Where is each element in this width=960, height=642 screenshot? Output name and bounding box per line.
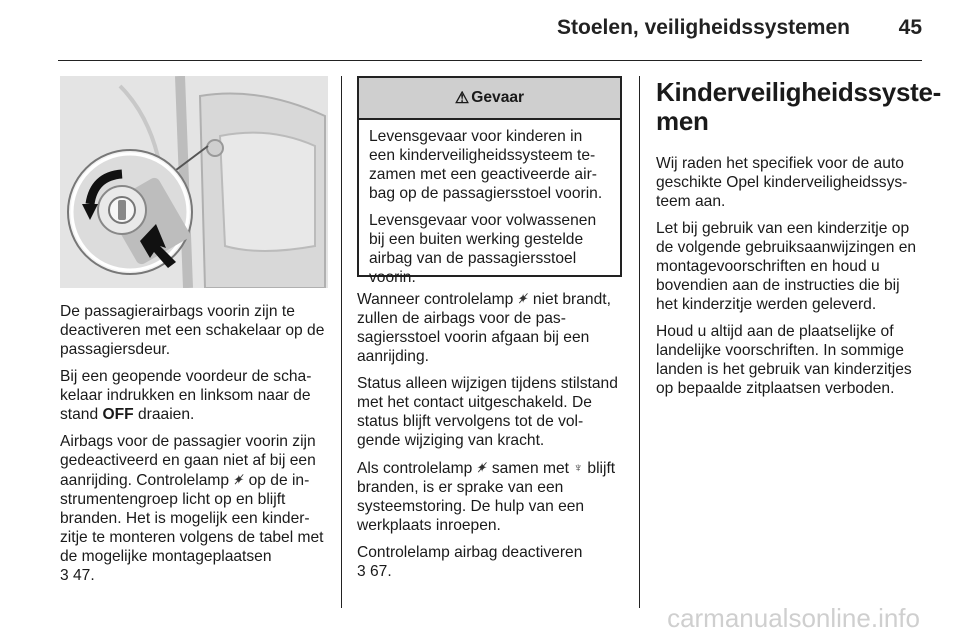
paragraph-deactivated-status: Airbags voor de passagier voorin zijn gedeactiveerd en gaan niet af bij een aanrijding. Controlelamp ✦̸ op de in-strumentengroep licht op en blijft branden. Het is mogelijk een kinder-zitje te monteren volgens de tabel met de mogelijke montageplaatsen 3 47. <box>60 433 324 584</box>
danger-paragraph-adults: Levensgevaar voor volwassenen bij een buiten werking gestelde airbag van de passagiersstoel voorin. <box>369 212 597 286</box>
column-right-text <box>656 77 941 406</box>
column-left-text <box>60 302 328 593</box>
airbag-off-icon: ✦̸ <box>233 472 245 487</box>
column-divider-right <box>639 76 640 608</box>
paragraph-status-change: Status alleen wijzigen tijdens stilstand met het contact uitgeschakeld. De status blijft vervolgens tot de vol-gende wijziging van kracht. <box>357 375 618 449</box>
airbag-off-icon: ✦̸ <box>517 291 529 306</box>
page-header-title: Stoelen, veiligheidssystemen <box>557 16 850 39</box>
danger-warning-body <box>359 120 620 287</box>
off-label: OFF <box>102 406 134 423</box>
airbag-off-icon: ✦̸ <box>476 460 488 475</box>
page-reference: 3 67. <box>357 563 392 580</box>
warning-triangle-icon: ⚠ <box>454 90 470 107</box>
danger-paragraph-children: Levensgevaar voor kinderen in een kinderveiligheidssysteem te-zamen met een geactiveerde air-bag op de passagiersstoel voorin. <box>369 128 603 202</box>
paragraph-lamp-reference: Controlelamp airbag deactiveren 3 67. <box>357 544 583 580</box>
page-reference: 3 47. <box>60 567 95 584</box>
airbag-switch-illustration <box>60 76 328 288</box>
column-middle-text <box>357 289 625 589</box>
door-switch-drawing <box>60 76 328 288</box>
paragraph-regulations: Houd u altijd aan de plaatselijke of landelijke voorschriften. In sommige landen is het gebruik van kinderzitjes op bepaalde zitplaatsen verboden. <box>656 323 912 397</box>
airbag-icon: ♆ <box>573 460 584 475</box>
danger-warning-title: Gevaar <box>471 89 525 106</box>
paragraph-deactivate: De passagierairbags voorin zijn te deactiveren met een schakelaar op de passagiersdeur. <box>60 303 325 358</box>
column-divider-left <box>341 76 342 608</box>
header-rule <box>58 60 922 61</box>
paragraph-system-fault: Als controlelamp ✦̸ samen met ♆ blijft branden, is er sprake van een systeemstoring. De hulp van een werkplaats inroepen. <box>357 460 616 534</box>
paragraph-switch-instructions: Bij een geopende voordeur de scha-kelaar indrukken en linksom naar de stand OFF draaien. <box>60 368 312 423</box>
paragraph-recommendation: Wij raden het specifiek voor de auto geschikte Opel kinderveiligheidssys-teem aan. <box>656 155 908 210</box>
danger-warning-header <box>359 78 620 120</box>
paragraph-lamp-off: Wanneer controlelamp ✦̸ niet brandt, zullen de airbags voor de pas-sagiersstoel voorin afgaan bij een aanrijding. <box>357 291 611 365</box>
watermark: carmanualsonline.info <box>667 603 920 633</box>
section-title: Kinderveiligheidssyste-men <box>656 77 941 136</box>
danger-warning-box <box>357 76 622 286</box>
page-number: 45 <box>898 16 922 39</box>
paragraph-instructions: Let bij gebruik van een kinderzitje op de volgende gebruiksaanwijzingen en montagevoorschriften en houd u bovendien aan de instructies die bij het kinderzitje werden geleverd. <box>656 220 917 313</box>
